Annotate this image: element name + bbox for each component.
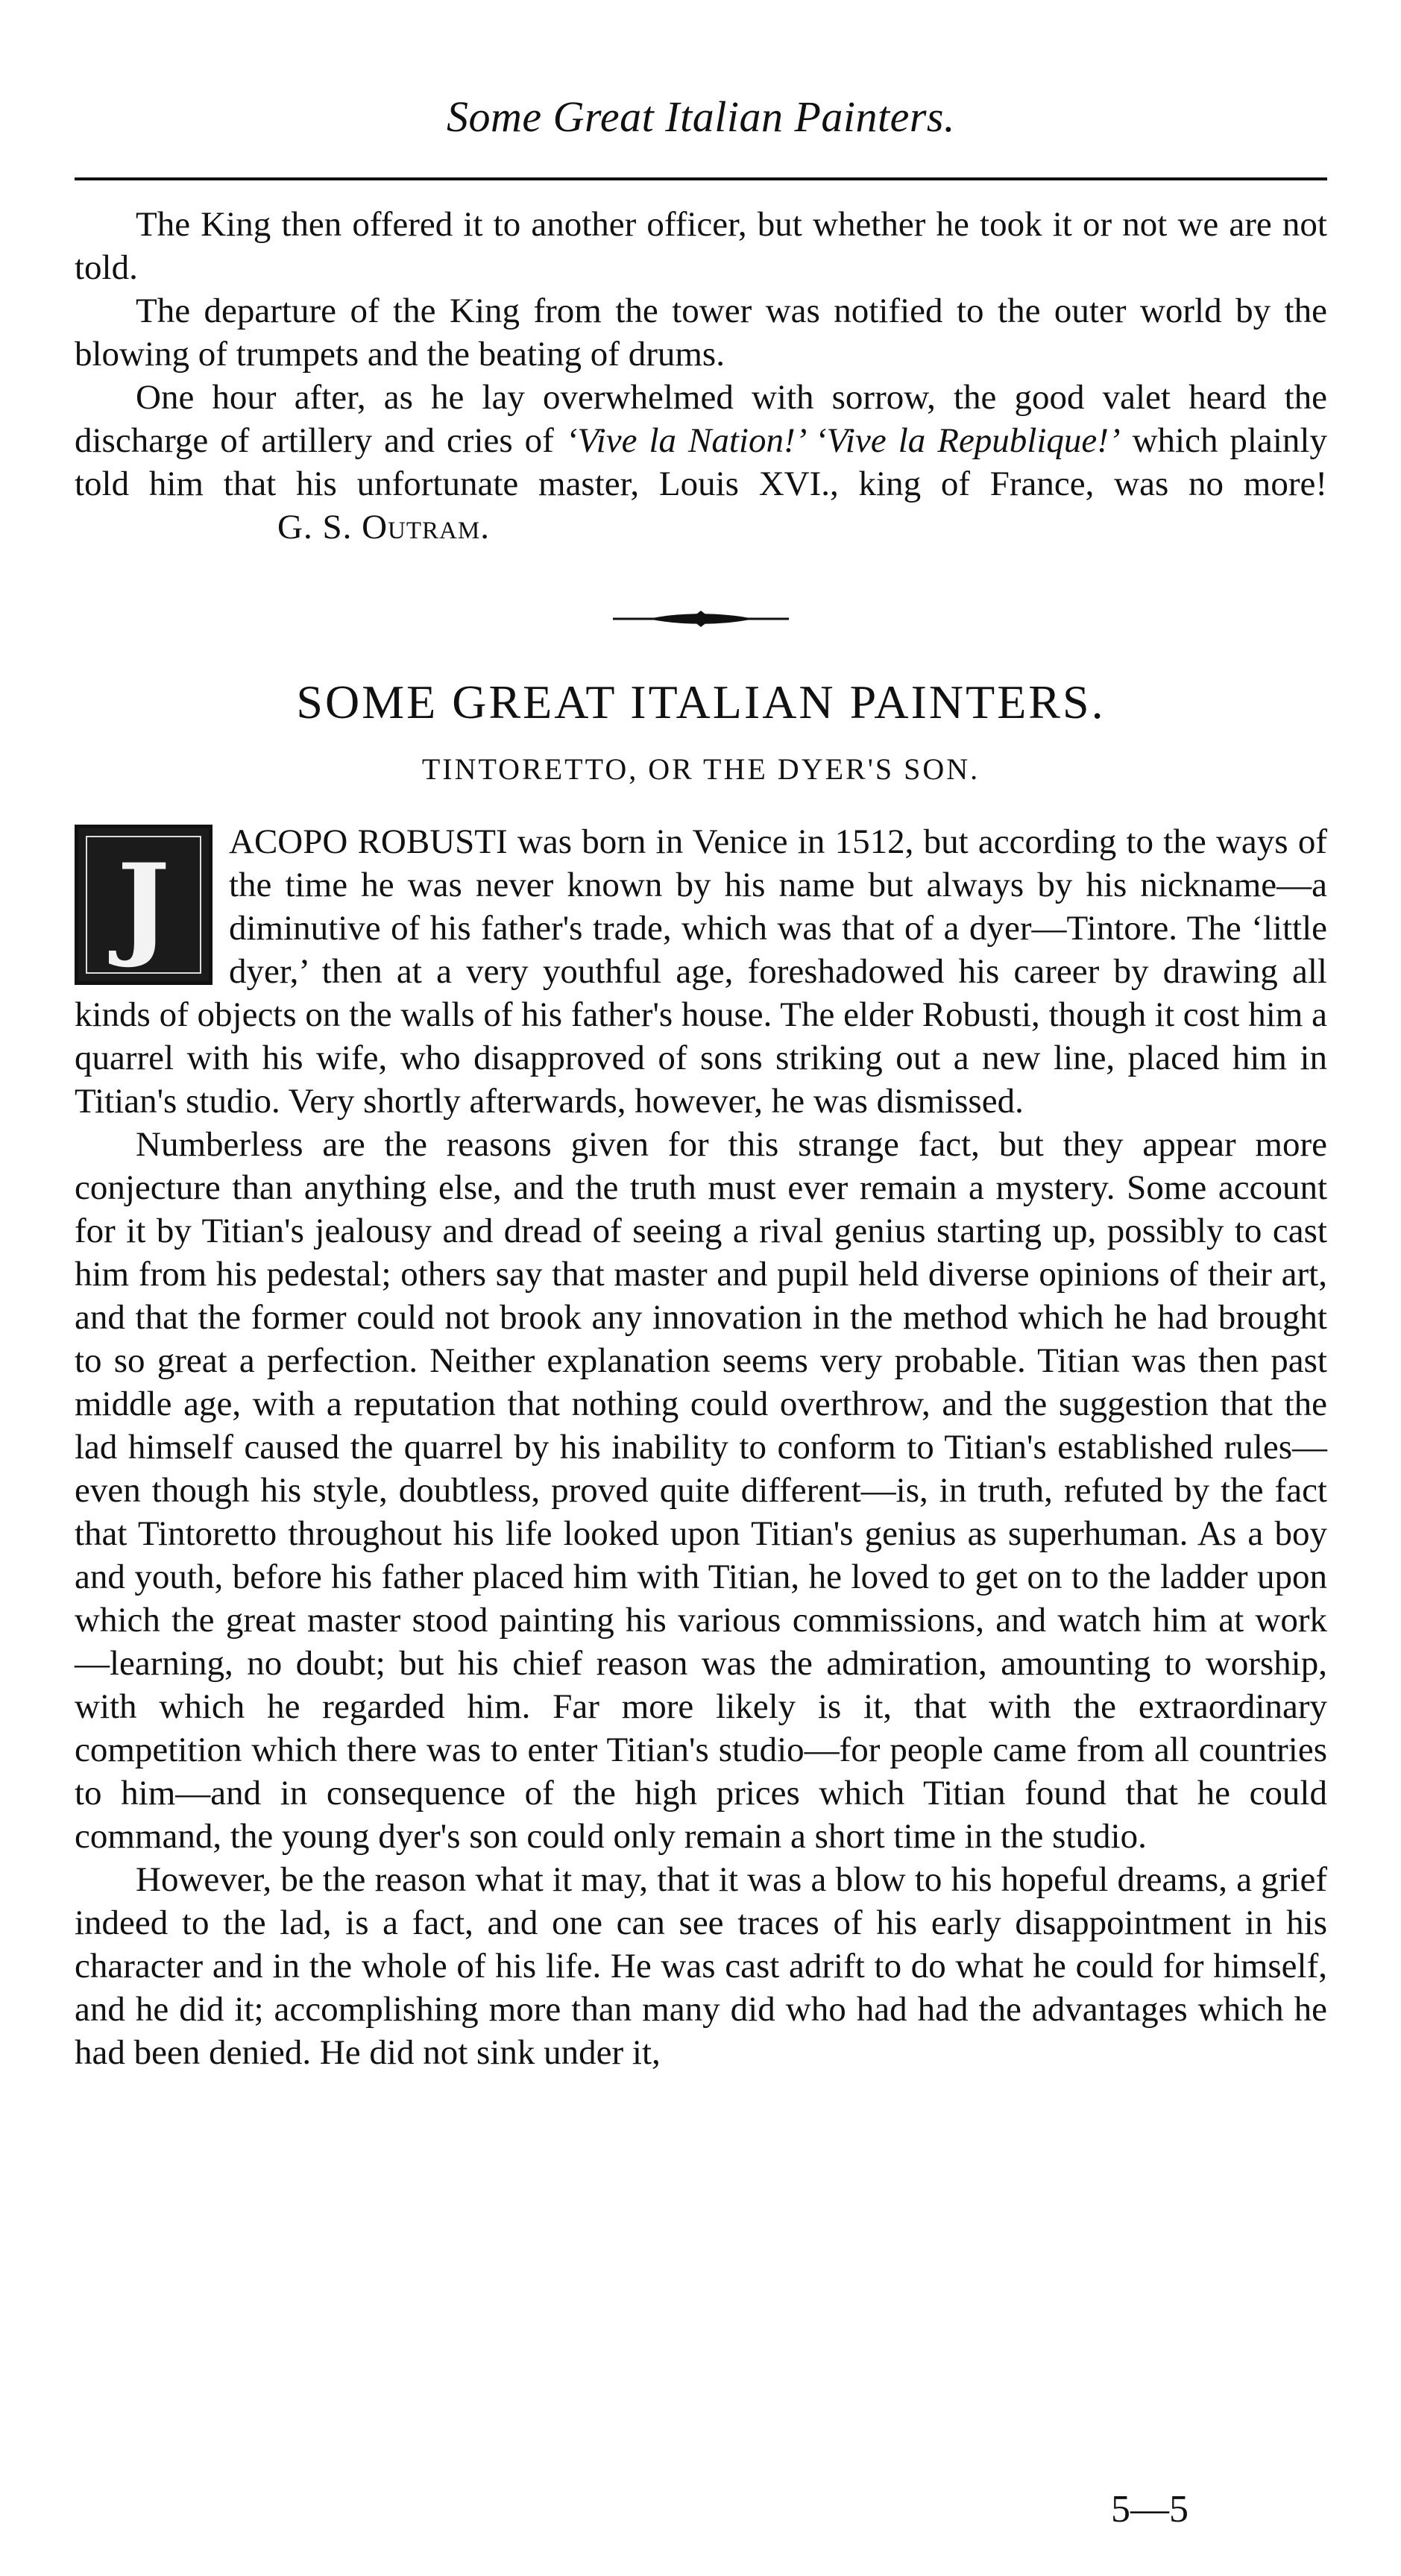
first-paragraph xyxy=(75,820,1327,1123)
article-title: SOME GREAT ITALIAN PAINTERS. xyxy=(296,676,1106,728)
author-signature: G. S. Outram. xyxy=(277,508,490,547)
document-page xyxy=(75,0,1327,2576)
paragraph: The departure of the King from the tower was notified to the outer world by the blowing of trumpets and the beating of drums. xyxy=(75,292,1327,374)
previous-article-ending xyxy=(75,203,1327,549)
decorated-initial xyxy=(75,825,212,985)
running-head: Some Great Italian Painters. xyxy=(447,92,955,141)
french-quote: ‘Vive la Nation!’ ‘Vive la Republique!’ xyxy=(565,421,1121,460)
paragraph xyxy=(75,376,1327,549)
paragraph: However, be the reason what it may, that it was a blow to his hopeful dreams, a grief indeed to the lad, is a fact, and one can see traces of his early disappointment in his character and in the whole of his life. He was cast adrift to do what he could for himself, and he did it; accomplishing more than many did who had had the advantages which he had been denied. He did not sink under it, xyxy=(75,1860,1327,2072)
paragraph-text: One hour after, as he lay overwhelmed with sorrow, the good valet heard the discharge of artillery and cries of xyxy=(75,378,1327,460)
paragraph-text: was born in Venice in 1512, but according to the ways of the time he was never known by his name but always by his nickname—a diminutive of his father's trade, which was that of a dyer—Tintore. The ‘little dyer,’ then at a very youthful age, foreshadowed his career by drawing all kinds of objects on the walls of his father's house. The elder Robusti, though it cost him a quarrel with his wife, who disapproved of sons striking out a new line, placed him in Titian's studio. Very shortly afterwards, however, he was dismissed. xyxy=(75,822,1327,1121)
paragraph: The King then offered it to another officer, but whether he took it or not we are not told. xyxy=(75,205,1327,287)
paragraph-text: which plainly told him that his unfortunate master, Louis XVI., king of France, was no more! xyxy=(75,421,1327,503)
header-rule xyxy=(75,177,1327,180)
first-paragraph-lead: ACOPO ROBUSTI xyxy=(229,822,508,861)
page-number: 5—5 xyxy=(1111,2488,1189,2531)
paragraph: Numberless are the reasons given for this strange fact, but they appear more conjecture than anything else, and the truth must ever remain a mystery. Some account for it by Titian's jealousy and dread of seeing a rival genius starting up, possibly to cast him from his pedestal; others say that master and pupil held diverse opinions of their art, and that the former could not brook any innovation in the method which he had brought to so great a perfection. Neither explanation seems very probable. Titian was then past middle age, with a reputation that nothing could overthrow, and the suggestion that the lad himself caused the quarrel by his inability to conform to Titian's established rules—even though his style, doubtless, proved quite different—is, in truth, refuted by the fact that Tintoretto throughout his life looked upon Titian's genius as superhuman. As a boy and youth, before his father placed him with Titian, he loved to get on to the ladder upon which the great master stood painting his various commissions, and watch him at work—learning, no doubt; but his chief reason was the admiration, amounting to worship, with which he regarded him. Far more likely is it, that with the extraordinary competition which there was to enter Titian's studio—for people came from all countries to him—and in consequence of the high prices which Titian found that he could command, the young dyer's son could only remain a short time in the studio. xyxy=(75,1125,1327,1856)
section-divider-ornament xyxy=(611,608,790,630)
article-body xyxy=(75,820,1327,2074)
initial-letter: J xyxy=(86,836,201,974)
article-subtitle: TINTORETTO, OR THE DYER'S SON. xyxy=(421,752,980,786)
